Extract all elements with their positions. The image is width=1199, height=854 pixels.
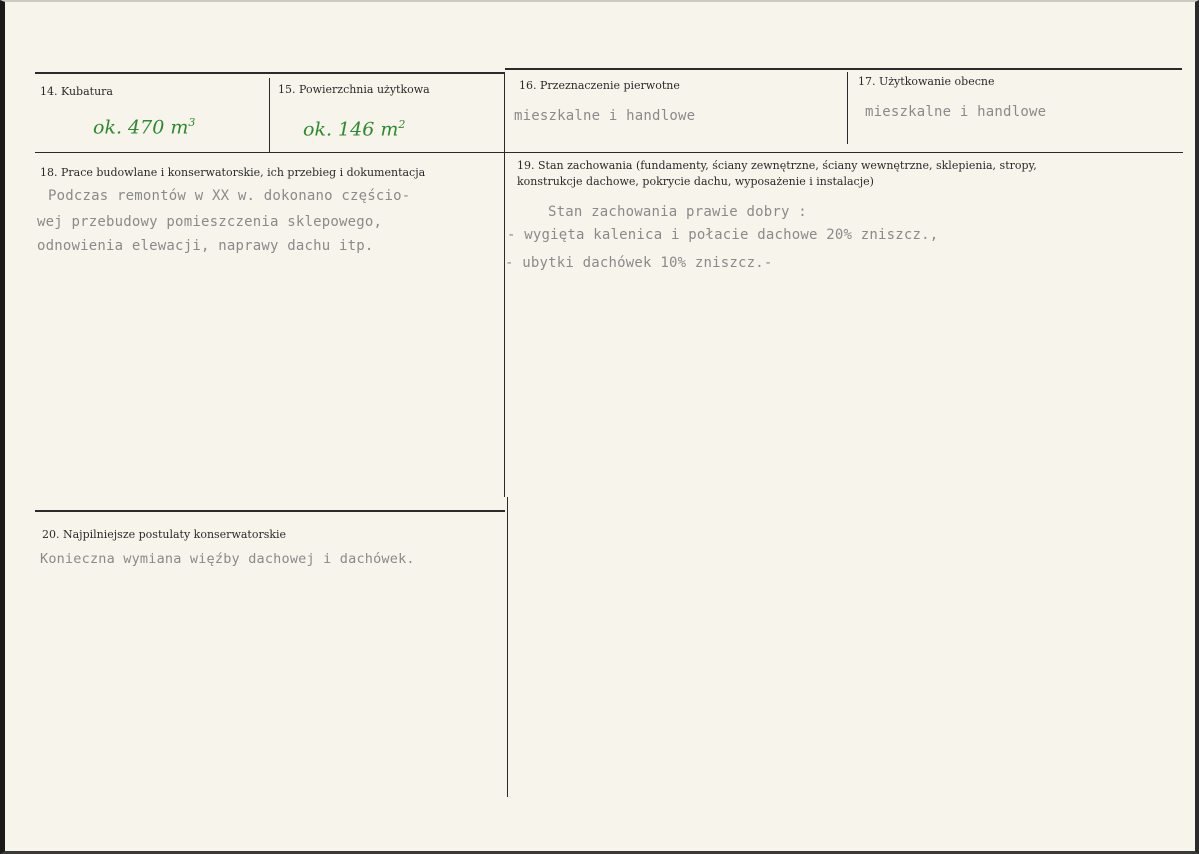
prace-label: 18. Prace budowlane i konserwatorskie, ich przebieg i dokumentacja xyxy=(40,166,426,179)
powierzchnia-label: 15. Powierzchnia użytkowa xyxy=(278,83,430,96)
przeznaczenie-label: 16. Przeznaczenie pierwotne xyxy=(519,79,680,92)
stan-line-3: - ubytki dachówek 10% zniszcz.- xyxy=(505,255,773,271)
prace-line-3: odnowienia elewacji, naprawy dachu itp. xyxy=(37,238,374,254)
postulaty-value: Konieczna wymiana więźby dachowej i dachówek. xyxy=(40,551,415,567)
powierzchnia-value: ok. 146 $m^2$ xyxy=(303,118,406,141)
main-vertical-divider-lower xyxy=(507,497,508,797)
uzytkowanie-value: mieszkalne i handlowe xyxy=(865,104,1047,120)
divider-16-17 xyxy=(847,72,848,144)
prace-line-2: wej przebudowy pomieszczenia sklepowego, xyxy=(37,214,383,230)
stan-label-line-1: 19. Stan zachowania (fundamenty, ściany zewnętrzne, ściany wewnętrzne, sklepienia, stropy, xyxy=(517,159,1037,172)
divider-14-15 xyxy=(269,78,270,152)
top-rule-right xyxy=(505,68,1182,70)
row1-bottom-rule xyxy=(35,152,1183,153)
top-rule xyxy=(35,72,505,74)
kubatura-label: 14. Kubatura xyxy=(40,85,113,98)
stan-label-line-2: konstrukcje dachowe, pokrycie dachu, wyposażenie i instalacje) xyxy=(517,175,874,188)
stan-line-1: Stan zachowania prawie dobry : xyxy=(548,204,807,220)
uzytkowanie-label: 17. Użytkowanie obecne xyxy=(858,75,995,88)
przeznaczenie-value: mieszkalne i handlowe xyxy=(514,108,696,124)
row2-bottom-rule xyxy=(35,510,505,512)
main-vertical-divider xyxy=(504,74,505,497)
kubatura-value: ok. 470 $m^3$ xyxy=(93,116,196,139)
stan-line-2: - wygięta kalenica i połacie dachowe 20% zniszcz., xyxy=(507,227,939,243)
prace-line-1: Podczas remontów w XX w. dokonano częścio- xyxy=(48,188,411,204)
postulaty-label: 20. Najpilniejsze postulaty konserwatorskie xyxy=(42,528,287,541)
